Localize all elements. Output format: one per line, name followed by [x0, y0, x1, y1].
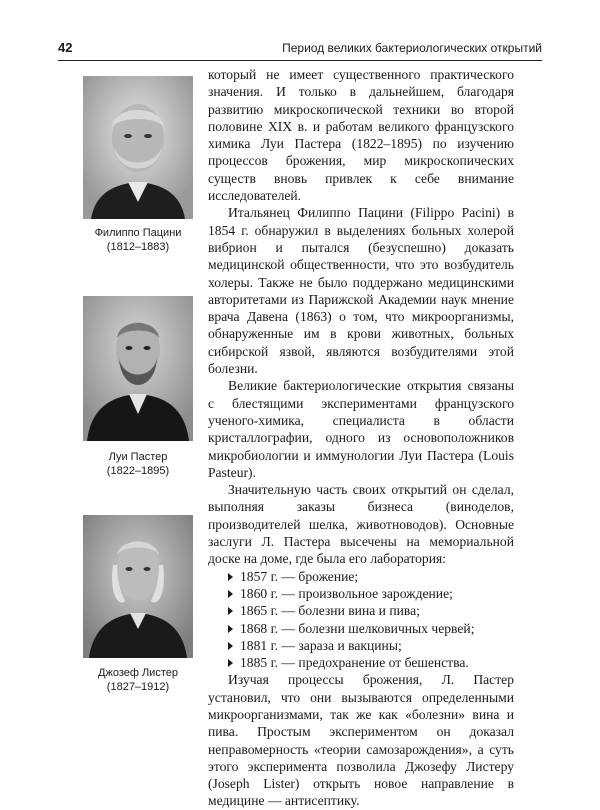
portrait-pasteur — [83, 296, 193, 441]
list-item: 1857 г. — брожение; — [228, 568, 514, 585]
paragraph: Великие бактериологические открытия связаны с блестящими экспериментами французского ученого-химика, специалиста в области кристаллографии, одного из основоположников микробиологии и иммунологии Луи Пастера (Louis Pasteur). — [208, 378, 514, 480]
caption-years: (1827–1912) — [106, 681, 170, 693]
bullet-arrow-icon — [228, 590, 233, 598]
bullet-arrow-icon — [228, 607, 233, 615]
caption-name: Филиппо Пацини — [94, 227, 182, 239]
list-item: 1868 г. — болезни шелковичных червей; — [228, 620, 514, 637]
portrait-lister — [83, 515, 193, 658]
caption-years: (1822–1895) — [106, 465, 170, 477]
paragraph: Значительную часть своих открытий он сделал, выполняя заказы бизнеса (виноделов, производителей шелка, животноводов). Основные заслуги Л. Пастера высечены на мемориальной доске на доме, где была его лаборатория: — [208, 482, 514, 567]
list-item: 1881 г. — зараза и вакцины; — [228, 637, 514, 654]
bullet-arrow-icon — [228, 659, 233, 667]
caption-pasteur — [72, 450, 204, 478]
bullet-arrow-icon — [228, 625, 233, 633]
portrait-pacini — [83, 76, 193, 219]
page-header — [58, 40, 542, 58]
caption-name: Луи Пастер — [108, 451, 168, 463]
list-item: 1865 г. — болезни вина и пива; — [228, 602, 514, 619]
paragraph: Итальянец Филиппо Пацини (Filippo Pacini) в 1854 г. обнаружил в выделениях больных холерой вибрион и пытался (безуспешно) доказать медицинской общественности, что это возбудитель холеры. Также не было поддержано медицинскими авторитетами из Парижской Академии наук мнение врача Давена (1863) о том, что микроорганизмы, обнаруженные им в крови животных, больных сибирской язвой, являются возбудителями этой болезни. — [208, 205, 514, 377]
list-item: 1885 г. — предохранение от бешенства. — [228, 654, 514, 671]
caption-pacini — [72, 226, 204, 254]
caption-years: (1812–1883) — [106, 241, 170, 253]
list-item: 1860 г. — произвольное зарождение; — [228, 585, 514, 602]
paragraph: Изучая процессы брожения, Л. Пастер установил, что они вызываются определенными микроорганизмами, так же как «болезни» вина и пива. Простым экспериментом он доказал неправомерность «теории самозарождения», а суть этого эксперимента позволила Джозефу Листеру (Joseph Lister) открыть новое направление в медицине — антисептику. — [208, 672, 514, 809]
caption-name: Джозеф Листер — [98, 667, 178, 679]
caption-lister — [72, 666, 204, 694]
bullet-arrow-icon — [228, 573, 233, 581]
header-rule — [58, 60, 542, 61]
running-title: Период великих бактериологических открытий — [282, 41, 542, 55]
bullet-arrow-icon — [228, 642, 233, 650]
achievements-list — [208, 568, 514, 672]
page-number: 42 — [58, 40, 73, 55]
main-text — [208, 66, 514, 810]
paragraph: который не имеет существенного практического значения. И только в дальнейшем, благодаря развитию микроскопической техники во второй половине XIX в. и работам великого французского химика Луи Пастера (1822–1895) по изучению процессов брожения, мир микроскопических существ вновь привлек к себе внимание исследователей. — [208, 67, 514, 204]
